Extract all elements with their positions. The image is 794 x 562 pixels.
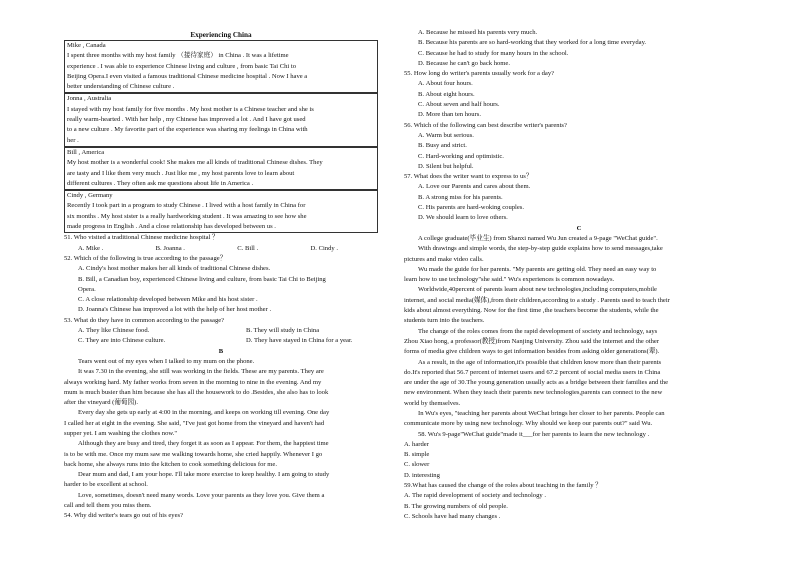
- q55-option-c[interactable]: C. About seven and half hours.: [418, 101, 500, 109]
- testimonial-cindy: [64, 190, 378, 233]
- q58-option-c[interactable]: C. slower: [404, 461, 430, 469]
- question-55: 55. How long do writer's parents usually work for a day?: [404, 70, 555, 78]
- q51-option-c[interactable]: C. Bill .: [237, 244, 259, 252]
- box-line: My host mother is a wonderful cook! She makes me all kinds of traditional Chinese dishes. They: [67, 159, 323, 167]
- q51-option-d[interactable]: D. Cindy .: [310, 244, 338, 252]
- passage-b-line: after the vineyard (葡萄园).: [64, 399, 138, 407]
- q52-option-b-cont: Opera.: [78, 285, 96, 293]
- box-line: Beijing Opera.I even visited a famous traditional Chinese medicine hospital . Now I have a: [67, 72, 308, 80]
- passage-b-line: Although they are busy and tired, they forget it as soon as I appear. For them, the happiest time: [78, 440, 329, 448]
- question-56: 56. Which of the following can best describe writer's parents?: [404, 121, 567, 129]
- passage-b-line: Tears went out of my eyes when I talked to my mum on the phone.: [78, 357, 255, 365]
- passage-c-line: With drawings and simple words, the step-by-step guide explains how to send messages,take: [418, 245, 663, 253]
- right-column: [404, 0, 754, 522]
- passage-b-line: Love, sometimes, doesn't need many words. Love your parents as they love you. Give them a: [78, 491, 325, 499]
- passage-c-line: do.It's reported that 56.7 percent of internet users and 67.2 percent of social media users in China: [404, 368, 661, 376]
- section-c-heading: C: [576, 224, 582, 232]
- passage-b-line: I called her at eight in the evening. She said, "I've just got home from the vineyard and haven't had: [64, 419, 325, 427]
- box-line: are tasty and I like them very much . Just like me , my host parents love to learn about: [67, 169, 295, 177]
- passage-b-line: Dear mum and dad, I am your hope. I'll take more exercise to keep healthy. I am going to study: [78, 471, 330, 479]
- box-line: better understanding of Chinese culture .: [67, 83, 175, 91]
- q54-option-c[interactable]: C. Because he had to study for many hours in the school.: [418, 49, 569, 57]
- testimonial-jonna: [64, 93, 378, 146]
- passage-b-line: back home, she always runs into the kitchen to cook something delicious for me.: [64, 460, 277, 468]
- box-line: I stayed with my host family for five months . My host mother is a Chinese teacher and she is: [67, 105, 314, 113]
- question-58: 58. Wu's 9-page"WeChat guide"made it___for her parents to learn the new technology .: [418, 430, 650, 438]
- passage-c-line: The change of the roles comes from the rapid development of society and technology, says: [418, 327, 658, 335]
- passage-c-line: Worldwide,40percent of parents learn about new technologies,including computers,mobile: [418, 286, 657, 294]
- q55-option-a[interactable]: A. About four hours.: [418, 80, 473, 88]
- passage-b-line: supper yet. I am washing the clothes now.": [64, 429, 178, 437]
- q53-option-c[interactable]: C. They are into Chinese culture.: [78, 337, 166, 345]
- q53-option-b[interactable]: B. They will study in China: [246, 327, 320, 335]
- q51-options: [64, 244, 378, 254]
- q58-option-b[interactable]: B. simple: [404, 451, 430, 459]
- q58-option-a[interactable]: A. harder: [404, 440, 429, 448]
- section-b-heading: B: [218, 347, 224, 355]
- box-line: to a new culture . My favorite part of the experience was sharing my feelings in China with: [67, 126, 308, 134]
- box-line: Jonna , Australia: [67, 95, 112, 103]
- q51-option-a[interactable]: A. Mike .: [78, 244, 104, 252]
- q55-option-b[interactable]: B. About eight hours.: [418, 90, 475, 98]
- passage-c-line: Wu made the guide for her parents. "My parents are getting old. They need an easy way to: [418, 265, 657, 273]
- passage-c-line: Zhou Xiao hong, a professor(教授)from Nanjing University. Zhou said the internet and the other: [404, 337, 660, 345]
- passage-c-line: As a result, in the age of information,it's possible that children know more than their parents: [418, 358, 662, 366]
- box-line: really warm-hearted . With her help , my Chinese has improved a lot . And I have got used: [67, 116, 306, 124]
- passage-c-line: students turn into the teachers.: [404, 317, 485, 325]
- q59-option-b[interactable]: B. The growing numbers of old people.: [404, 502, 508, 510]
- q57-option-d[interactable]: D. We should learn to love others.: [418, 214, 508, 222]
- q57-option-c[interactable]: C. His parents are hard-woking couples.: [418, 204, 525, 212]
- passage-b-line: harder to be excellent at school.: [64, 481, 148, 489]
- passage-b-line: always working hard. My father works from seven in the morning to nine in the evening. And my: [64, 378, 322, 386]
- q53-options-row1: [64, 326, 378, 336]
- passage-c-line: learn how to use technology"she said." Wu's experiences is common nowadays.: [404, 276, 615, 284]
- passage-c-line: communicate more by using new technology. Why should we keep our parents out?" said Wu.: [404, 420, 653, 428]
- q59-option-c[interactable]: C. Schools have had many changes .: [404, 512, 501, 520]
- passage-c-line: A college graduate(毕业生) from Shanxi named Wu Jun created a 9-page "WeChat guide".: [418, 234, 658, 242]
- q55-option-d[interactable]: D. More than ten hours.: [418, 111, 481, 119]
- box-line: six months . My host sister is a really hardworking student . It was amazing to see how she: [67, 212, 307, 220]
- q53-option-d[interactable]: D. They have stayed in China for a year.: [246, 337, 353, 345]
- passage-c-line: world by themselves.: [404, 399, 461, 407]
- box-line: Bill , America: [67, 148, 105, 156]
- box-line: her .: [67, 136, 79, 144]
- passage-b-line: Every day she gets up early at 4:00 in the morning, and keeps on working till evening. One day: [78, 409, 330, 417]
- passage-c-line: new environment. When they teach their parents new technologies,parents can connect to the new: [404, 389, 663, 397]
- passage-b-line: call and tell them you miss them.: [64, 502, 152, 510]
- q56-option-d[interactable]: D. Silent but helpful.: [418, 162, 474, 170]
- q57-option-a[interactable]: A. Love our Parents and cares about them.: [418, 183, 531, 191]
- left-column: [64, 0, 378, 522]
- box-line: made progress in English . And a close relationship has developed between us .: [67, 223, 276, 231]
- question-52: 52. Which of the following is true according to the passage？: [64, 254, 227, 262]
- q54-option-b[interactable]: B. Because his parents are so hard-working that they worked for a long time everyday.: [418, 39, 647, 47]
- testimonial-mike: [64, 40, 378, 93]
- passage-b-line: is to be with me. Once my mum saw me walking towards home, she cried happily. Whenever I go: [64, 450, 323, 458]
- passage-c-line: internet, and social media(媒体),from their children,according to a study . Parents used to teach their: [404, 296, 670, 304]
- testimonial-bill: [64, 147, 378, 190]
- passage-c-line: kids about almost everything. Now for the first time ,the teachers become the students, while the: [404, 307, 659, 315]
- passage-c-line: are under the age of 30.The young generation usually acts as a bridge between their families and the: [404, 379, 669, 387]
- q53-option-a[interactable]: A. They like Chinese food.: [78, 327, 150, 335]
- question-51: 51. Who visited a traditional Chinese medicine hospital ？: [64, 234, 219, 242]
- q57-option-b[interactable]: B. A strong miss for his parents.: [418, 193, 503, 201]
- passage-b-line: It was 7.30 in the evening, she still was working in the fields. These are my parents. They are: [78, 368, 324, 376]
- question-54: 54. Why did writer's tears go out of his eyes?: [64, 512, 183, 520]
- q53-options-row2: [64, 336, 378, 346]
- box-line: different cultures . They often ask me questions about life in America .: [67, 179, 254, 187]
- box-line: experience . I was able to experience Chinese living and culture , from basic Tai Chi to: [67, 62, 297, 70]
- question-53: 53. What do they have in common according to the passage?: [64, 316, 225, 324]
- passage-c-line: In Wu's eyes, "teaching her parents about WeChat brings her closer to her parents. People can: [418, 409, 665, 417]
- q54-option-d[interactable]: D. Because he can't go back home.: [418, 59, 511, 67]
- question-59: 59.What has caused the change of the roles about teaching in the family ？: [404, 482, 602, 490]
- box-line: Cindy , Germany: [67, 192, 113, 200]
- q56-option-c[interactable]: C. Hard-working and optimistic.: [418, 152, 504, 160]
- passage-b-line: mum is much busier than him because she has all the housework to do .Besides, she also has to look: [64, 388, 329, 396]
- passage-c-line: forms of media give children ways to get information besides from asking older generations(辈).: [404, 348, 660, 356]
- box-line: Recently I took part in a program to study Chinese . I lived with a host family in China for: [67, 202, 306, 210]
- q51-option-b[interactable]: B. Joanna .: [155, 244, 185, 252]
- q59-option-a[interactable]: A. The rapid development of society and technology .: [404, 492, 546, 500]
- box-line: I spent three months with my host family （接待家庭） in China . It was a lifetime: [67, 52, 289, 60]
- q58-option-d[interactable]: D. interesting: [404, 471, 440, 479]
- q52-option-a[interactable]: A. Cindy's host mother makes her all kinds of traditional Chinese dishes.: [78, 265, 271, 273]
- q56-option-a[interactable]: A. Warm but serious.: [418, 131, 474, 139]
- question-57: 57. What does the writer want to express to us？: [404, 173, 533, 181]
- passage-c-line: pictures and make video calls.: [404, 255, 484, 263]
- q52-option-d[interactable]: D. Joanna's Chinese has improved a lot with the help of her host mother .: [78, 306, 272, 314]
- q56-option-b[interactable]: B. Busy and strict.: [418, 142, 467, 150]
- q52-option-c[interactable]: C. A close relationship developed between Mike and his host sister .: [78, 296, 258, 304]
- q54-option-a[interactable]: A. Because he missed his parents very much.: [418, 29, 538, 36]
- box-line: Mike , Canada: [67, 42, 106, 49]
- q52-option-b[interactable]: B. Bill, a Canadian boy, experienced Chinese living and culture, from basic Tai Chi to Beijing: [78, 275, 326, 283]
- passage-a-title: Experiencing China: [190, 31, 252, 39]
